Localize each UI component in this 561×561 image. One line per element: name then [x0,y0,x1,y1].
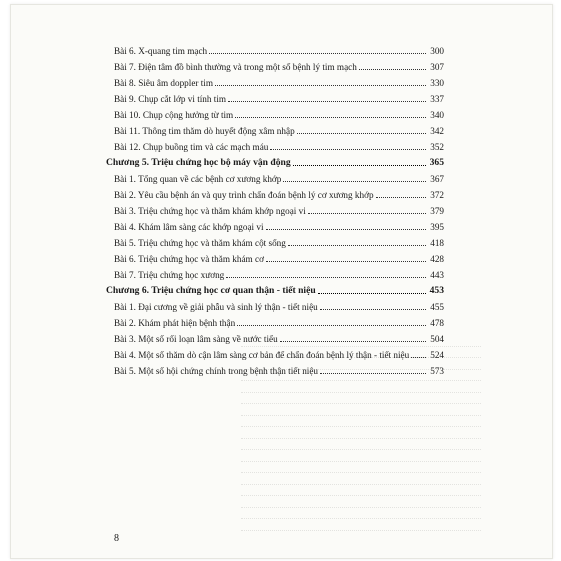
toc-lesson-row [106,40,444,56]
toc-entry-title: Bài 5. Một số hội chứng chính trong bệnh thận tiết niệu [114,366,319,376]
toc-entry-title: Bài 7. Triệu chứng học xương [114,270,225,280]
toc-entry-page: 330 [430,78,444,88]
toc-entry-page: 573 [430,366,444,376]
toc-entry-title: Bài 4. Một số thăm dò cận lâm sàng cơ bản để chẩn đoán bệnh lý thận - tiết niệu [114,350,410,360]
toc-lesson-row [106,200,444,216]
toc-lesson-row [106,296,444,312]
toc-entry-page: 428 [430,254,444,264]
toc-lesson-row [106,184,444,200]
toc-entry-page: 300 [430,46,444,56]
dot-leader [237,325,426,326]
toc-entry-title: Bài 6. X-quang tim mạch [114,46,208,56]
dot-leader [320,309,426,310]
toc-entry-title: Bài 9. Chụp cắt lớp vi tính tim [114,94,227,104]
toc-lesson-row [106,168,444,184]
dot-leader [320,373,426,374]
table-of-contents [106,40,444,376]
toc-entry-title: Bài 10. Chụp cộng hưởng từ tim [114,110,234,120]
toc-entry-title: Bài 5. Triệu chứng học và thăm khám cột sống [114,238,286,248]
toc-entry-page: 395 [430,222,444,232]
toc-entry-page: 524 [430,350,444,360]
dot-leader [215,85,426,86]
toc-lesson-row [106,120,444,136]
toc-lesson-row [106,312,444,328]
toc-entry-page: 342 [430,126,444,136]
dot-leader [228,101,426,102]
dot-leader [288,245,426,246]
toc-entry-page: 418 [430,238,444,248]
toc-entry-title: Bài 4. Khám lâm sàng các khớp ngoại vi [114,222,264,232]
toc-entry-page: 352 [430,142,444,152]
toc-entry-page: 340 [430,110,444,120]
dot-leader [411,357,426,358]
toc-entry-title: Bài 11. Thông tim thăm dò huyết động xâm nhập [114,126,295,136]
toc-chapter-row [106,152,444,168]
dot-leader [308,213,426,214]
toc-entry-title: Bài 1. Đại cương về giải phẫu và sinh lý thận - tiết niệu [114,302,318,312]
dot-leader [297,133,426,134]
toc-entry-page: 455 [430,302,444,312]
toc-lesson-row [106,216,444,232]
toc-entry-title: Bài 7. Điện tâm đồ bình thường và trong một số bệnh lý tim mạch [114,62,357,72]
toc-lesson-row [106,88,444,104]
toc-entry-title: Bài 8. Siêu âm doppler tim [114,78,214,88]
dot-leader [359,69,426,70]
dot-leader [280,341,426,342]
toc-entry-page: 379 [430,206,444,216]
toc-lesson-row [106,232,444,248]
toc-entry-page: 504 [430,334,444,344]
toc-entry-page: 367 [430,174,444,184]
toc-entry-page: 443 [430,270,444,280]
toc-lesson-row [106,104,444,120]
toc-entry-title: Chương 5. Triệu chứng học bộ máy vận động [106,157,291,168]
toc-entry-title: Bài 6. Triệu chứng học và thăm khám cơ [114,254,264,264]
dot-leader [318,293,426,294]
dot-leader [376,197,426,198]
toc-lesson-row [106,72,444,88]
toc-entry-title: Chương 6. Triệu chứng học cơ quan thận - tiết niệu [106,285,316,296]
toc-entry-page: 372 [430,190,444,200]
toc-entry-page: 337 [430,94,444,104]
toc-chapter-row [106,280,444,296]
toc-entry-page: 478 [430,318,444,328]
toc-entry-title: Bài 3. Một số rối loạn lâm sàng về nước tiểu [114,334,278,344]
toc-entry-title: Bài 1. Tổng quan về các bệnh cơ xương khớp [114,174,282,184]
toc-lesson-row [106,360,444,376]
dot-leader [270,149,426,150]
toc-entry-page: 307 [430,62,444,72]
toc-entry-title: Bài 2. Khám phát hiện bệnh thận [114,318,236,328]
dot-leader [235,117,426,118]
dot-leader [283,181,426,182]
dot-leader [293,165,426,166]
toc-lesson-row [106,248,444,264]
toc-lesson-row [106,136,444,152]
toc-entry-title: Bài 3. Triệu chứng học và thăm khám khớp ngoại vi [114,206,306,216]
toc-lesson-row [106,344,444,360]
toc-entry-title: Bài 2. Yêu cầu bệnh án và quy trình chẩn đoán bệnh lý cơ xương khớp [114,190,374,200]
dot-leader [266,261,426,262]
page-number: 8 [114,533,119,544]
toc-entry-title: Bài 12. Chụp buồng tim và các mạch máu [114,142,269,152]
toc-lesson-row [106,328,444,344]
toc-lesson-row [106,264,444,280]
toc-lesson-row [106,56,444,72]
dot-leader [209,53,426,54]
toc-entry-page: 365 [429,157,444,168]
toc-entry-page: 453 [429,285,444,296]
dot-leader [226,277,426,278]
dot-leader [266,229,426,230]
